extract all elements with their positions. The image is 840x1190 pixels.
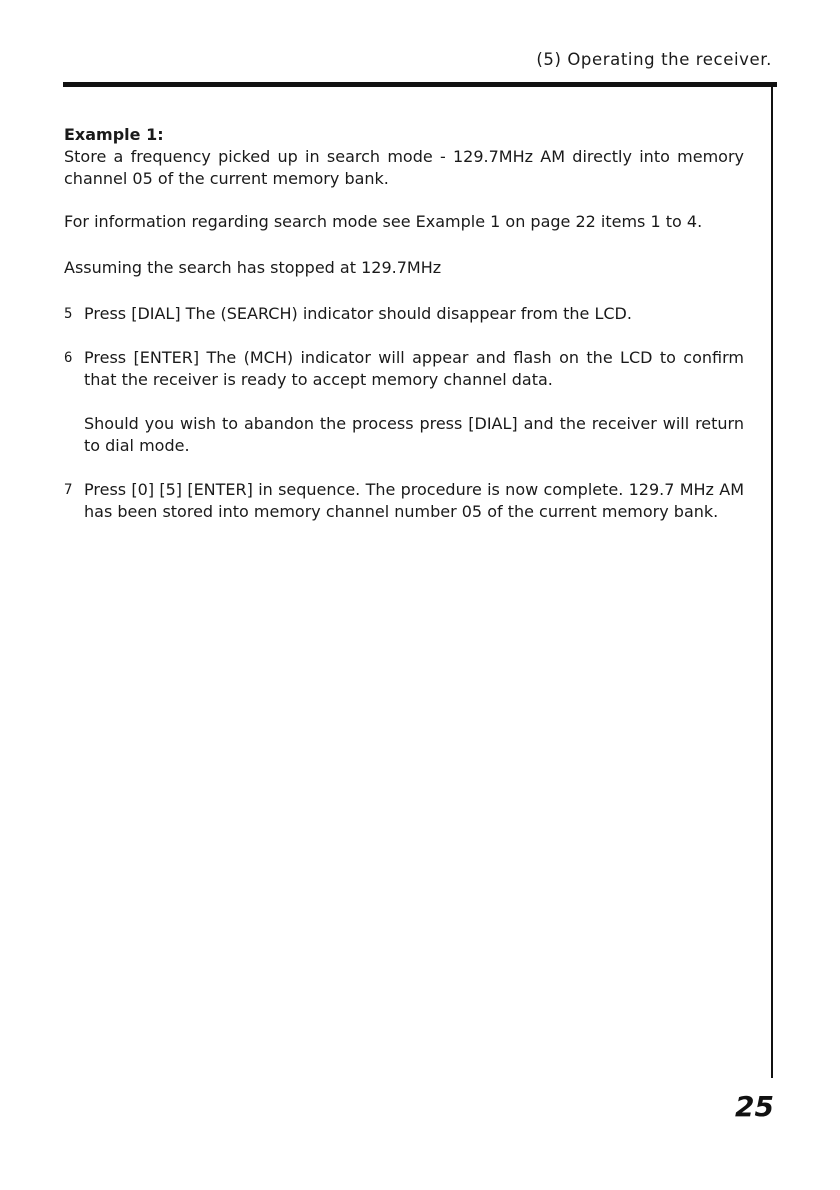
step-text: Press [ENTER] The (MCH) indicator will appear and flash on the LCD to confirm that the receiver is ready to accept memory channel data.: [84, 348, 744, 389]
section-header: (5) Operating the receiver.: [536, 50, 772, 69]
step-number: 7: [64, 482, 73, 498]
step-item: [64, 479, 744, 523]
header-rule: [63, 82, 777, 87]
step-note: Should you wish to abandon the process press [DIAL] and the receiver will return to dial mode.: [84, 414, 744, 455]
step-text: Press [0] [5] [ENTER] in sequence. The procedure is now complete. 129.7 MHz AM has been stored into memory channel number 05 of the current memory bank.: [84, 480, 744, 521]
right-margin-rule: [771, 82, 773, 1078]
step-item: [64, 347, 744, 391]
example-title: Example 1:: [64, 125, 164, 144]
step-number: 5: [64, 306, 73, 322]
step-text: Press [DIAL] The (SEARCH) indicator should disappear from the LCD.: [84, 304, 632, 323]
page-number: 25: [735, 1090, 774, 1123]
step-number: 6: [64, 350, 73, 366]
search-mode-reference: For information regarding search mode see Example 1 on page 22 items 1 to 4.: [64, 212, 703, 231]
example-intro: Store a frequency picked up in search mode - 129.7MHz AM directly into memory channel 05 of the current memory bank.: [64, 147, 744, 188]
page-content: [64, 124, 744, 523]
step-item: [64, 303, 744, 325]
assumption-text: Assuming the search has stopped at 129.7MHz: [64, 258, 442, 277]
